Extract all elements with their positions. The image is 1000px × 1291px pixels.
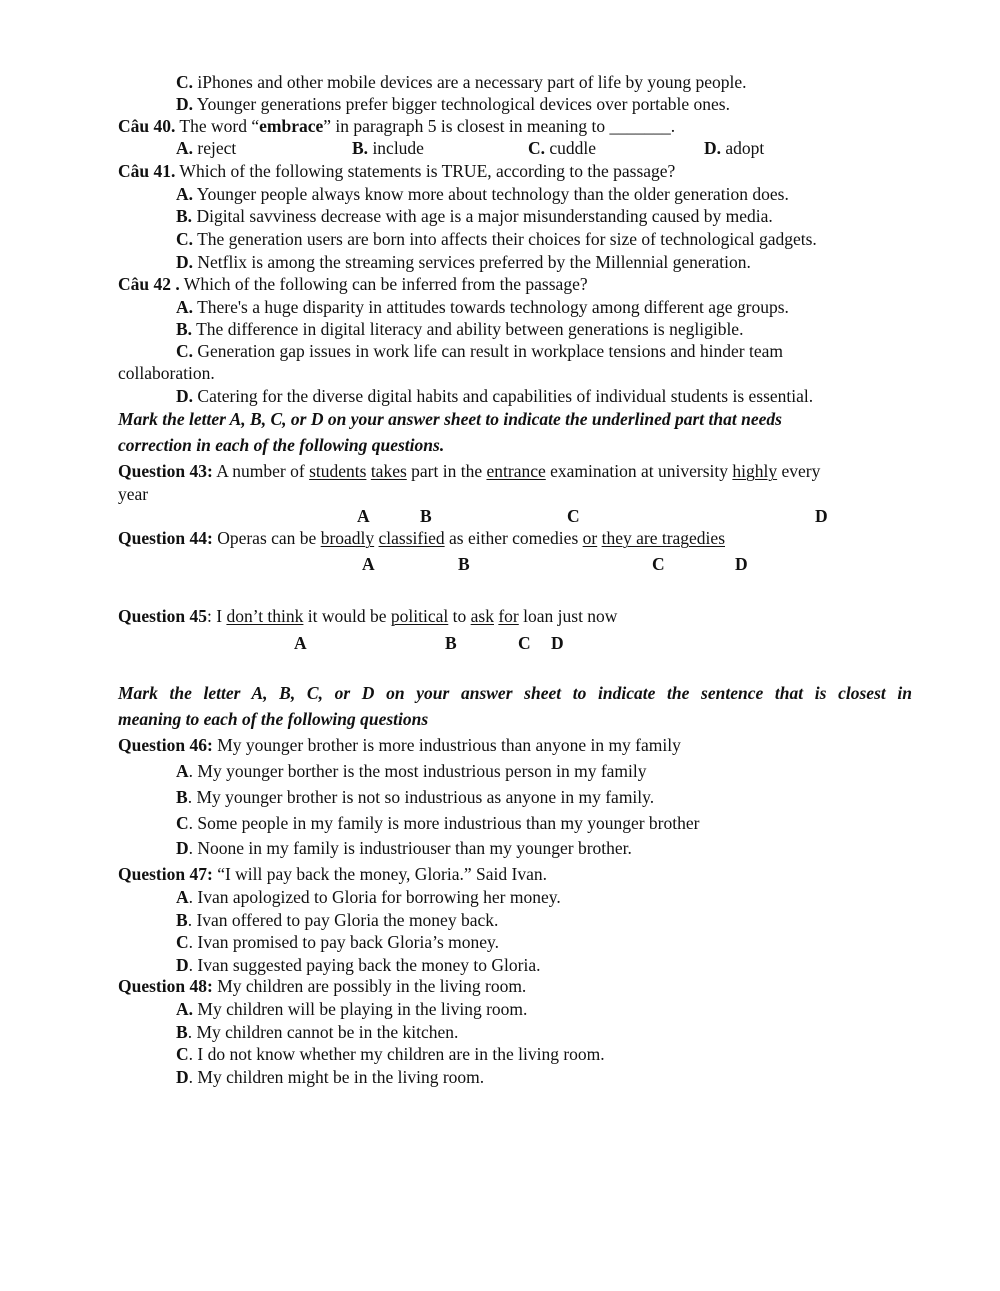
instruction-error-line2: correction in each of the following questions. — [118, 435, 445, 455]
q44-letter-c: C — [652, 554, 665, 574]
q44-underline-a: broadly — [320, 528, 375, 548]
q47-option-a: A. Ivan apologized to Gloria for borrowing her money. — [176, 887, 561, 907]
q40-option-d: D. adopt — [704, 138, 765, 158]
q40-stem: Câu 40. The word “embrace” in paragraph 5 is closest in meaning to _______. — [118, 116, 676, 136]
q46-option-c: C. Some people in my family is more industrious than my younger brother — [176, 813, 700, 833]
q40-option-a: A. reject — [176, 138, 237, 158]
q43-letter-c: C — [567, 506, 580, 526]
instruction-meaning-line1: Mark the letter A, B, C, or D on your answer sheet to indicate the sentence that is closest in — [118, 683, 912, 703]
q41-option-d: D. Netflix is among the streaming services preferred by the Millennial generation. — [176, 252, 751, 272]
q45-sentence: Question 45: I don’t think it would be political to ask for loan just now — [118, 606, 618, 626]
q43-wrap: year — [118, 484, 149, 504]
q47-option-c: C. Ivan promised to pay back Gloria’s money. — [176, 932, 500, 952]
q45-underline-c: ask — [470, 606, 494, 626]
q43-underline-d: highly — [732, 461, 778, 481]
q41-option-c: C. The generation users are born into affects their choices for size of technological gadgets. — [176, 229, 817, 249]
q39-option-c: C. iPhones and other mobile devices are a necessary part of life by young people. — [176, 72, 747, 92]
q42-stem: Câu 42 . Which of the following can be inferred from the passage? — [118, 274, 588, 294]
q42-option-c: C. Generation gap issues in work life can result in workplace tensions and hinder team — [176, 341, 783, 361]
q42-option-c-wrap: collaboration. — [118, 363, 215, 383]
instruction-error-line1: Mark the letter A, B, C, or D on your answer sheet to indicate the underlined part that needs — [118, 409, 782, 429]
q43-letter-a: A — [357, 506, 370, 526]
q48-option-c: C. I do not know whether my children are in the living room. — [176, 1044, 605, 1064]
q40-option-c: C. cuddle — [528, 138, 597, 158]
q43-letter-d: D — [815, 506, 828, 526]
q47-option-d: D. Ivan suggested paying back the money to Gloria. — [176, 955, 541, 975]
q45-underline-a: don’t think — [226, 606, 304, 626]
q44-underline-c: or — [582, 528, 598, 548]
q45-letter-d: D — [551, 633, 564, 653]
q45-letter-c: C — [518, 633, 531, 653]
q47-option-b: B. Ivan offered to pay Gloria the money back. — [176, 910, 499, 930]
q43-underline-a: students — [309, 461, 367, 481]
q41-option-a: A. Younger people always know more about technology than the older generation does. — [176, 184, 789, 204]
q46-option-b: B. My younger brother is not so industrious as anyone in my family. — [176, 787, 655, 807]
q45-underline-b: political — [390, 606, 449, 626]
q41-option-b: B. Digital savviness decrease with age is a major misunderstanding caused by media. — [176, 206, 773, 226]
q48-option-a: A. My children will be playing in the living room. — [176, 999, 528, 1019]
q43-letter-b: B — [420, 506, 432, 526]
q48-option-b: B. My children cannot be in the kitchen. — [176, 1022, 459, 1042]
q45-letter-b: B — [445, 633, 457, 653]
q44-letter-b: B — [458, 554, 470, 574]
q44-underline-b: classified — [378, 528, 445, 548]
instruction-meaning-line2: meaning to each of the following questions — [118, 709, 429, 729]
q41-stem: Câu 41. Which of the following statements is TRUE, according to the passage? — [118, 161, 676, 181]
q45-underline-d: for — [498, 606, 519, 626]
q44-letter-d: D — [735, 554, 748, 574]
q46-option-a: A. My younger borther is the most industrious person in my family — [176, 761, 647, 781]
q40-option-b: B. include — [352, 138, 424, 158]
q42-option-a: A. There's a huge disparity in attitudes towards technology among different age groups. — [176, 297, 789, 317]
q45-letter-a: A — [294, 633, 307, 653]
q46-stem: Question 46: My younger brother is more industrious than anyone in my family — [118, 735, 681, 755]
q48-stem: Question 48: My children are possibly in the living room. — [118, 976, 527, 996]
q43-underline-c: entrance — [486, 461, 546, 481]
q43-sentence: Question 43: A number of students takes part in the entrance examination at university highly every — [118, 461, 821, 481]
q42-option-b: B. The difference in digital literacy and ability between generations is negligible. — [176, 319, 744, 339]
q44-underline-d: they are tragedies — [601, 528, 725, 548]
q43-underline-b: takes — [370, 461, 407, 481]
q44-sentence: Question 44: Operas can be broadly classified as either comedies or they are tragedies — [118, 528, 725, 548]
q46-option-d: D. Noone in my family is industriouser than my younger brother. — [176, 838, 632, 858]
q39-option-d: D. Younger generations prefer bigger technological devices over portable ones. — [176, 94, 730, 114]
q48-option-d: D. My children might be in the living room. — [176, 1067, 485, 1087]
q44-letter-a: A — [362, 554, 375, 574]
q42-option-d: D. Catering for the diverse digital habits and capabilities of individual students is essential. — [176, 386, 814, 406]
q47-stem: Question 47: “I will pay back the money, Gloria.” Said Ivan. — [118, 864, 547, 884]
